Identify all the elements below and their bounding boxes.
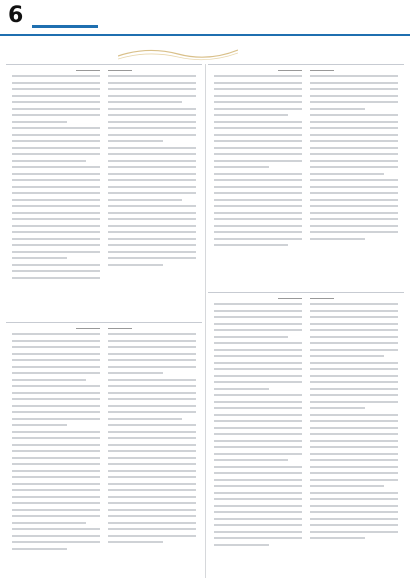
- article-kicker: [6, 70, 202, 71]
- article-kicker: [6, 328, 202, 329]
- masthead: [0, 0, 410, 40]
- section-underline: [32, 25, 98, 28]
- article-b: [208, 64, 404, 295]
- article-a: [6, 64, 202, 317]
- article-c: [6, 322, 202, 579]
- special-banner: [6, 40, 404, 64]
- masthead-rule: [0, 34, 410, 36]
- banner-ornament-icon: [118, 44, 238, 62]
- article-d: [208, 292, 404, 579]
- article-body: [208, 303, 404, 550]
- article-body: [208, 75, 404, 251]
- column-separator: [205, 64, 206, 578]
- article-kicker: [208, 298, 404, 299]
- page-number: 6: [8, 3, 24, 28]
- article-kicker: [208, 70, 404, 71]
- article-body: [6, 333, 202, 554]
- article-body: [6, 75, 202, 283]
